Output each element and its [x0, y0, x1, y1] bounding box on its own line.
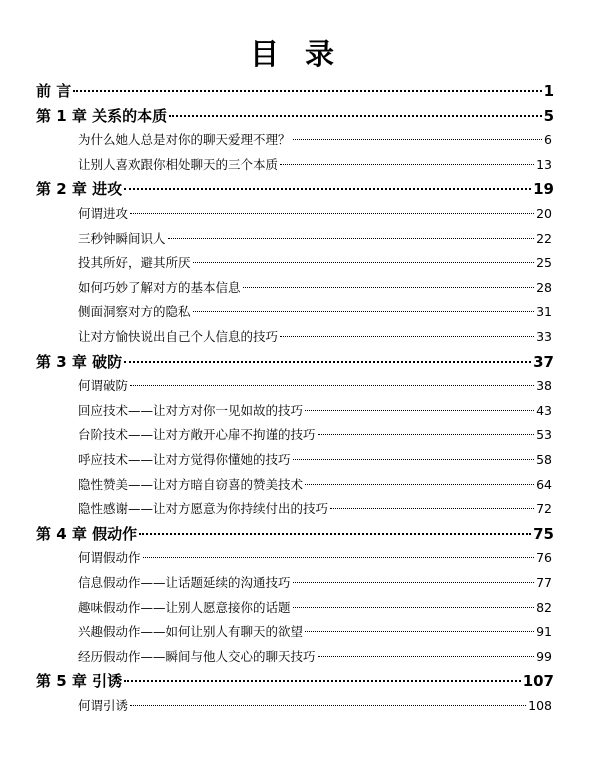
toc-entry-title: 为什么她人总是对你的聊天爱理不理？: [78, 132, 291, 148]
dot-leader: [318, 434, 535, 435]
toc-entry-title: 隐性赞美——让对方暗自窃喜的赞美技术: [78, 476, 304, 492]
toc-page-number: 28: [536, 279, 552, 295]
toc-section-entry[interactable]: [78, 497, 552, 521]
toc-entry-title: 侧面洞察对方的隐私: [78, 304, 191, 320]
toc-section-entry[interactable]: [78, 202, 552, 226]
toc-entry-title: 兴趣假动作——如何让别人有聊天的欲望: [78, 624, 304, 640]
toc-section-entry[interactable]: [78, 128, 552, 152]
toc-page-number: 77: [536, 575, 552, 590]
toc-page-number: 25: [536, 255, 552, 271]
toc-entry-title: 如何巧妙了解对方的基本信息: [78, 279, 241, 295]
toc-page-number: 19: [533, 180, 554, 199]
dot-leader: [139, 533, 531, 535]
dot-leader: [243, 287, 535, 288]
dot-leader: [124, 680, 521, 682]
toc-section-entry[interactable]: [78, 620, 552, 644]
dot-leader: [124, 188, 531, 190]
dot-leader: [330, 508, 534, 509]
dot-leader: [305, 631, 534, 632]
toc-page-number: 31: [536, 304, 552, 320]
toc-chapter-entry[interactable]: [36, 522, 554, 546]
dot-leader: [293, 607, 535, 608]
toc-page-number: 20: [536, 206, 552, 221]
dot-leader: [280, 336, 534, 337]
toc-section-entry[interactable]: [78, 473, 552, 497]
toc-page-number: 5: [543, 106, 554, 125]
dot-leader: [124, 361, 531, 363]
toc-page-number: 75: [533, 524, 554, 543]
toc-chapter-entry[interactable]: [36, 669, 554, 693]
toc-page-number: 6: [544, 132, 552, 148]
toc-page-number: 82: [536, 599, 552, 615]
dot-leader: [73, 90, 541, 92]
toc-entry-title: 第 3 章 破防: [36, 352, 123, 371]
toc-page-number: 76: [536, 550, 552, 566]
toc-section-entry[interactable]: [78, 571, 552, 595]
toc-page-number: 53: [536, 427, 552, 443]
toc-entry-title: 让别人喜欢跟你相处聊天的三个本质: [78, 156, 279, 172]
toc-entry-title: 台阶技术——让对方敞开心扉不拘谨的技巧: [78, 427, 316, 443]
dot-leader: [130, 705, 526, 706]
toc-section-entry[interactable]: [78, 423, 552, 447]
toc-chapter-entry[interactable]: [36, 79, 554, 103]
toc-page-number: 108: [528, 698, 552, 713]
dot-leader: [168, 238, 535, 239]
toc-entry-title: 第 2 章 进攻: [36, 180, 123, 199]
dot-leader: [193, 311, 535, 312]
toc-section-entry[interactable]: [78, 227, 552, 251]
toc-entry-title: 趣味假动作——让别人愿意接你的话题: [78, 599, 291, 615]
dot-leader: [305, 484, 534, 485]
toc-page-number: 37: [533, 352, 554, 371]
toc-entry-title: 回应技术——让对方对你一见如故的技巧: [78, 402, 304, 418]
toc-entry-title: 三秒钟瞬间识人: [78, 230, 166, 246]
toc-page-number: 33: [536, 329, 552, 344]
toc-section-entry[interactable]: [78, 596, 552, 620]
toc-page-number: 58: [536, 452, 552, 467]
toc-section-entry[interactable]: [78, 645, 552, 669]
dot-leader: [293, 459, 535, 460]
dot-leader: [293, 582, 535, 583]
toc-section-entry[interactable]: [78, 251, 552, 275]
page-title: 目 录: [249, 37, 343, 71]
toc-entry-title: 何谓破防: [78, 378, 129, 394]
dot-leader: [169, 115, 541, 117]
toc-page-number: 64: [536, 476, 552, 492]
dot-leader: [305, 410, 534, 411]
toc-section-entry[interactable]: [78, 546, 552, 570]
toc-chapter-entry[interactable]: [36, 177, 554, 201]
toc-entry-title: 何谓假动作: [78, 550, 141, 566]
dot-leader: [318, 656, 535, 657]
toc-section-entry[interactable]: [78, 694, 552, 718]
toc-entry-title: 何谓引诱: [78, 698, 129, 713]
toc-entry-title: 信息假动作——让话题延续的沟通技巧: [78, 575, 291, 590]
dot-leader: [293, 139, 543, 140]
toc-entry-title: 第 1 章 关系的本质: [36, 106, 168, 125]
toc-section-entry[interactable]: [78, 300, 552, 324]
toc-page-number: 1: [543, 82, 554, 100]
toc-page-number: 91: [536, 624, 552, 640]
toc-page-number: 43: [536, 402, 552, 418]
toc-chapter-entry[interactable]: [36, 350, 554, 374]
dot-leader: [130, 213, 534, 214]
toc-entry-title: 何谓进攻: [78, 206, 129, 221]
toc-section-entry[interactable]: [78, 374, 552, 398]
toc-entry-title: 前 言: [36, 82, 72, 100]
toc-section-entry[interactable]: [78, 276, 552, 300]
dot-leader: [280, 164, 534, 165]
toc-entry-title: 第 4 章 假动作: [36, 524, 138, 543]
toc-entry-title: 投其所好，避其所厌: [78, 255, 191, 271]
toc-entry-title: 让对方愉快说出自己个人信息的技巧: [78, 329, 279, 344]
toc-entry-title: 经历假动作——瞬间与他人交心的聊天技巧: [78, 648, 316, 664]
toc-page-number: 13: [536, 156, 552, 172]
toc-chapter-entry[interactable]: [36, 104, 554, 128]
toc-section-entry[interactable]: [78, 153, 552, 177]
dot-leader: [193, 262, 535, 263]
toc-entry-title: 隐性感谢——让对方愿意为你持续付出的技巧: [78, 501, 329, 517]
dot-leader: [143, 557, 535, 558]
toc-entry-title: 呼应技术——让对方觉得你懂她的技巧: [78, 452, 291, 467]
toc-entry-title: 第 5 章 引诱: [36, 672, 123, 691]
toc-section-entry[interactable]: [78, 325, 552, 349]
toc-section-entry[interactable]: [78, 399, 552, 423]
toc-page-number: 72: [536, 501, 552, 517]
toc-section-entry[interactable]: [78, 448, 552, 472]
toc-page-number: 22: [536, 230, 552, 246]
dot-leader: [130, 385, 534, 386]
toc-page-number: 107: [522, 672, 554, 691]
toc-page-number: 38: [536, 378, 552, 394]
toc-page-number: 99: [536, 648, 552, 664]
